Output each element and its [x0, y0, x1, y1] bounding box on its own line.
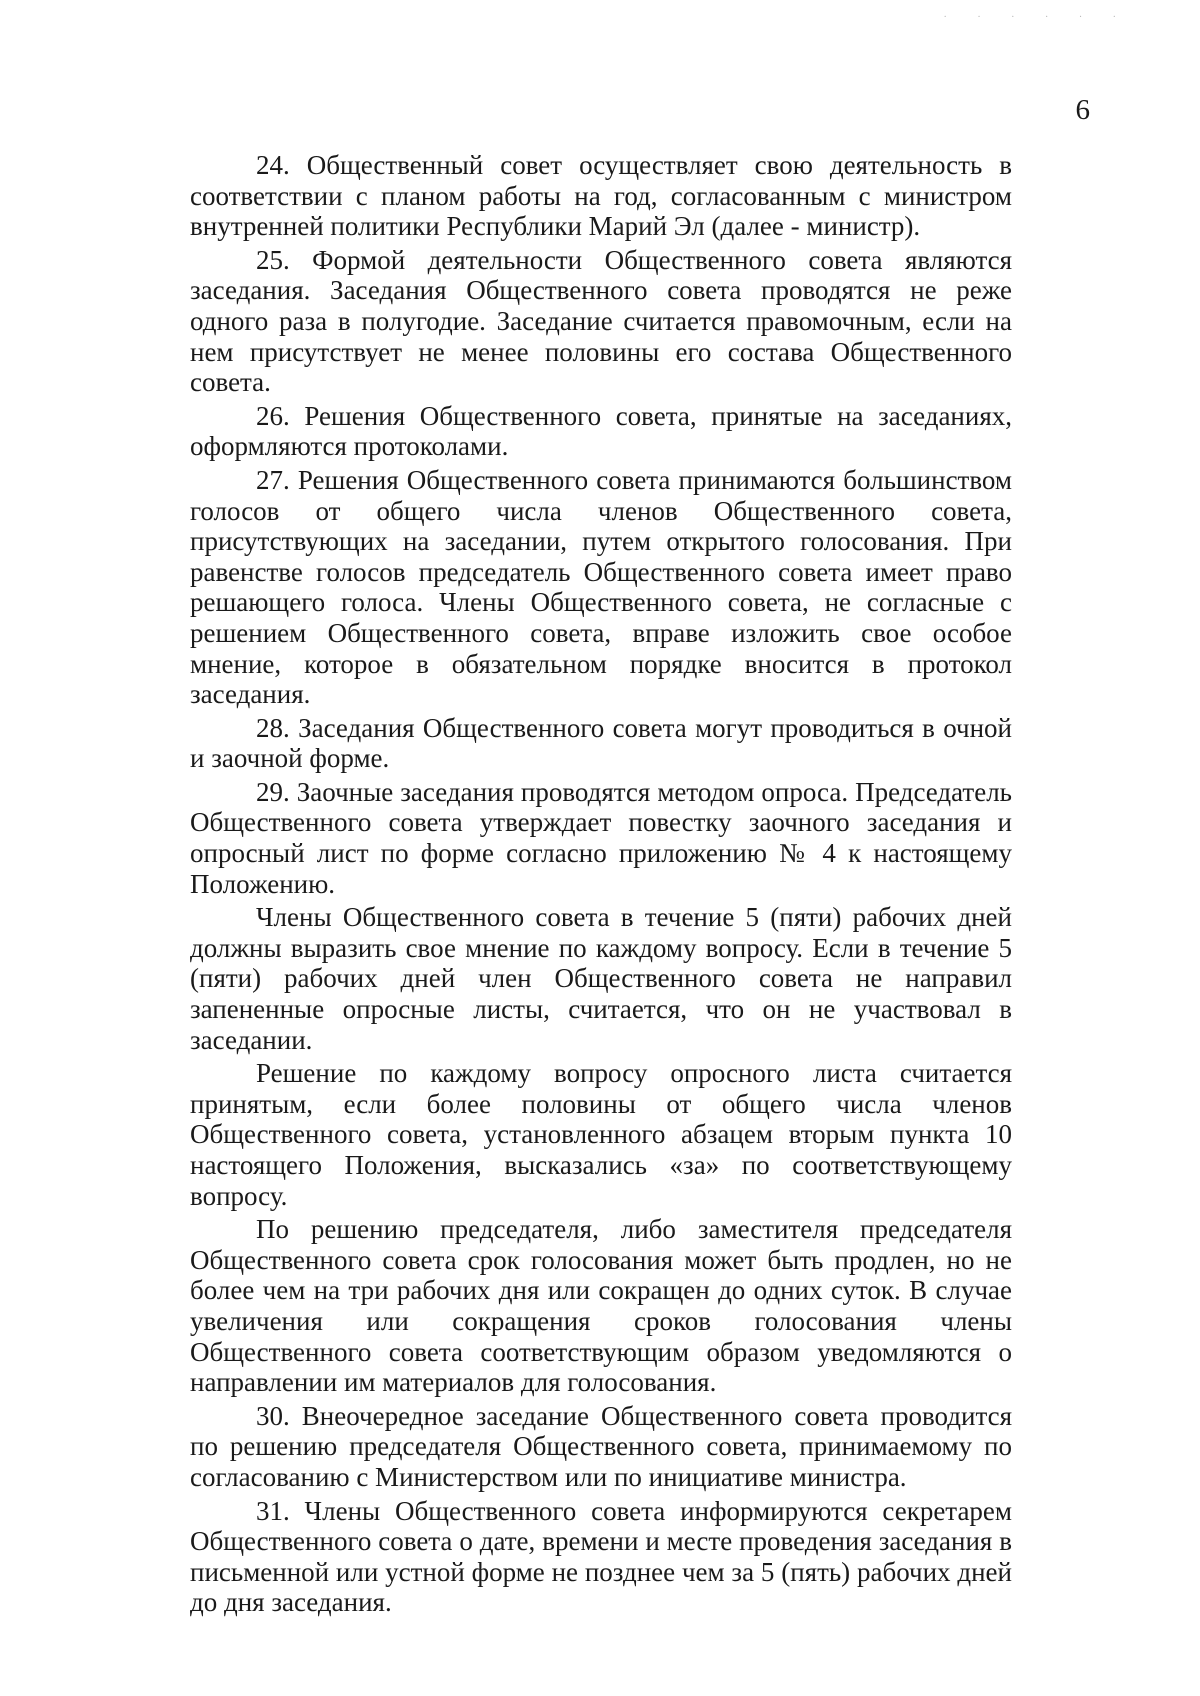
paragraph-29-decision-rule: Решение по каждому вопросу опросного листа считается принятым, если более половины от общего числа членов Общественного совета, установленного абзацем вторым пункта 10 настоящего Положения, высказались «за» по соответствующему вопросу. [190, 1058, 1012, 1211]
paragraph-31: 31. Члены Общественного совета информируются секретарем Общественного совета о дате, времени и месте проведения заседания в письменной или устной форме не позднее чем за 5 (пять) рабочих дней до дня заседания. [190, 1495, 1012, 1618]
paragraph-26: 26. Решения Общественного совета, принятые на заседаниях, оформляются протоколами. [190, 400, 1012, 462]
paragraph-27: 27. Решения Общественного совета принимаются большинством голосов от общего числа членов Общественного совета, присутствующих на заседании, путем открытого голосования. При равенстве голосов председатель Общественного совета имеет право решающего голоса. Члены Общественного совета, не согласные с решением Общественного совета, вправе изложить свое особое мнение, которое в обязательном порядке вносится в протокол заседания. [190, 464, 1012, 710]
paragraph-29-voting-term: По решению председателя, либо заместителя председателя Общественного совета срок голосования может быть продлен, но не более чем на три рабочих дня или сокращен до одних суток. В случае увеличения или сокращения сроков голосования члены Общественного совета соответствующим образом уведомляются о направлении им материалов для голосования. [190, 1214, 1012, 1398]
paragraph-29-members-term: Члены Общественного совета в течение 5 (пяти) рабочих дней должны выразить свое мнение по каждому вопросу. Если в течение 5 (пяти) рабочих дней член Общественного совета не направил запененные опросные листы, считается, что он не участвовал в заседании. [190, 902, 1012, 1055]
page-number: 6 [1075, 94, 1090, 126]
paragraph-24: 24. Общественный совет осуществляет свою деятельность в соответствии с планом работы на год, согласованным с министром внутренней политики Республики Марий Эл (далее - министр). [190, 150, 1012, 242]
scan-artifact-marks: · · · · · · [943, 12, 1130, 23]
paragraph-30: 30. Внеочередное заседание Общественного совета проводится по решению председателя Общественного совета, принимаемому по согласованию с Министерством или по инициативе министра. [190, 1400, 1012, 1492]
document-body [190, 150, 1012, 1621]
paragraph-29: 29. Заочные заседания проводятся методом опроса. Председатель Общественного совета утверждает повестку заочного заседания и опросный лист по форме согласно приложению № 4 к настоящему Положению. [190, 776, 1012, 899]
paragraph-25: 25. Формой деятельности Общественного совета являются заседания. Заседания Общественного совета проводятся не реже одного раза в полугодие. Заседание считается правомочным, если на нем присутствует не менее половины его состава Общественного совета. [190, 244, 1012, 398]
paragraph-28: 28. Заседания Общественного совета могут проводиться в очной и заочной форме. [190, 712, 1012, 774]
